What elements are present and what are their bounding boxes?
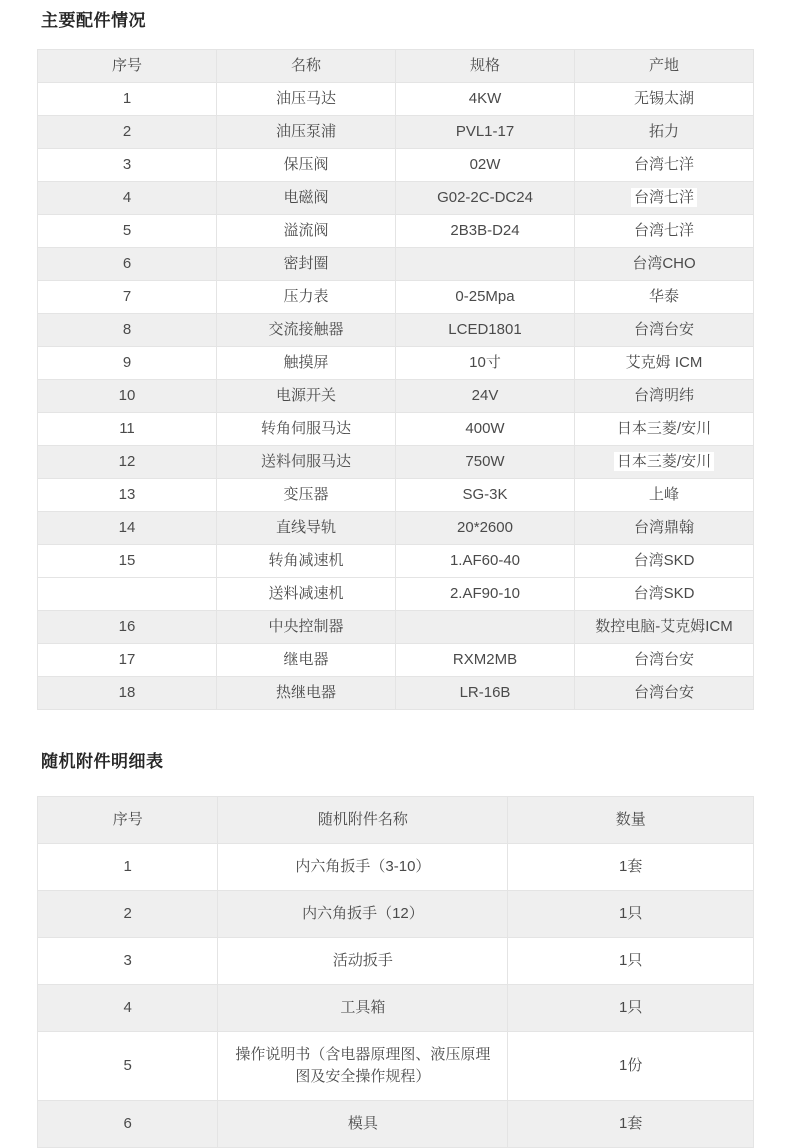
table-row: [38, 611, 754, 644]
highlighted-text: 日本三菱/安川: [614, 452, 714, 471]
cell-name: 转角减速机: [217, 545, 396, 578]
table-row: [38, 182, 754, 215]
cell-no: 6: [38, 248, 217, 281]
cell-spec: LCED1801: [396, 314, 575, 347]
cell-name: 送料减速机: [217, 578, 396, 611]
cell-name: 工具箱: [218, 985, 508, 1032]
cell-no: 4: [38, 985, 218, 1032]
table-row: [38, 314, 754, 347]
document-body: [37, 0, 754, 1148]
main-parts-table: [37, 49, 754, 710]
cell-no: [38, 578, 217, 611]
cell-spec: 10寸: [396, 347, 575, 380]
table-row: [38, 1101, 754, 1148]
cell-origin: 台湾台安: [575, 314, 754, 347]
table-row: [38, 844, 754, 891]
cell-name: 热继电器: [217, 677, 396, 710]
cell-no: 1: [38, 844, 218, 891]
cell-spec: LR-16B: [396, 677, 575, 710]
cell-qty: 1份: [508, 1032, 754, 1101]
cell-name: 溢流阀: [217, 215, 396, 248]
table-row: [38, 215, 754, 248]
cell-name: 保压阀: [217, 149, 396, 182]
column-header-name: 随机附件名称: [218, 797, 508, 844]
table-row: [38, 413, 754, 446]
main-parts-table-header: [38, 50, 754, 83]
cell-no: 1: [38, 83, 217, 116]
cell-origin: [575, 182, 754, 215]
cell-name: 内六角扳手（12）: [218, 891, 508, 938]
cell-origin: 数控电脑-艾克姆ICM: [575, 611, 754, 644]
cell-no: 13: [38, 479, 217, 512]
cell-origin: 艾克姆 ICM: [575, 347, 754, 380]
cell-origin: 台湾SKD: [575, 578, 754, 611]
cell-spec: 20*2600: [396, 512, 575, 545]
cell-name: 电磁阀: [217, 182, 396, 215]
section-title-accessories: 随机附件明细表: [41, 752, 164, 771]
cell-spec: 24V: [396, 380, 575, 413]
cell-no: 9: [38, 347, 217, 380]
cell-name: 继电器: [217, 644, 396, 677]
cell-no: 6: [38, 1101, 218, 1148]
cell-qty: 1套: [508, 844, 754, 891]
cell-origin: 台湾台安: [575, 677, 754, 710]
cell-name: 变压器: [217, 479, 396, 512]
cell-no: 5: [38, 1032, 218, 1101]
table-row: [38, 545, 754, 578]
column-header-qty: 数量: [508, 797, 754, 844]
cell-origin: 台湾鼎翰: [575, 512, 754, 545]
column-header-name: 名称: [217, 50, 396, 83]
cell-name: 电源开关: [217, 380, 396, 413]
cell-name: 密封圈: [217, 248, 396, 281]
table-row: [38, 578, 754, 611]
cell-spec: 1.AF60-40: [396, 545, 575, 578]
cell-origin: 台湾CHO: [575, 248, 754, 281]
cell-origin: 华泰: [575, 281, 754, 314]
cell-spec: 2B3B-D24: [396, 215, 575, 248]
cell-spec: [396, 611, 575, 644]
cell-spec: 02W: [396, 149, 575, 182]
table-row: [38, 479, 754, 512]
cell-name: 转角伺服马达: [217, 413, 396, 446]
cell-spec: SG-3K: [396, 479, 575, 512]
cell-name: 油压马达: [217, 83, 396, 116]
cell-origin: 台湾七洋: [575, 149, 754, 182]
header-row: [38, 797, 754, 844]
cell-spec: [396, 248, 575, 281]
header-row: [38, 50, 754, 83]
table-row: [38, 938, 754, 985]
cell-no: 5: [38, 215, 217, 248]
cell-name: 交流接触器: [217, 314, 396, 347]
table-row: [38, 446, 754, 479]
cell-origin: [575, 446, 754, 479]
cell-origin: 台湾台安: [575, 644, 754, 677]
highlighted-text: 台湾七洋: [631, 188, 697, 207]
cell-no: 2: [38, 116, 217, 149]
cell-no: 15: [38, 545, 217, 578]
cell-name: 直线导轨: [217, 512, 396, 545]
table-row: [38, 512, 754, 545]
cell-no: 2: [38, 891, 218, 938]
cell-name: 中央控制器: [217, 611, 396, 644]
cell-spec: 4KW: [396, 83, 575, 116]
cell-no: 12: [38, 446, 217, 479]
cell-no: 11: [38, 413, 217, 446]
table-row: [38, 116, 754, 149]
cell-no: 14: [38, 512, 217, 545]
cell-name: 内六角扳手（3-10）: [218, 844, 508, 891]
cell-origin: 日本三菱/安川: [575, 413, 754, 446]
cell-name: 送料伺服马达: [217, 446, 396, 479]
cell-qty: 1只: [508, 891, 754, 938]
table-row: [38, 347, 754, 380]
cell-origin: 台湾明纬: [575, 380, 754, 413]
cell-name: 模具: [218, 1101, 508, 1148]
table-row: [38, 149, 754, 182]
cell-no: 17: [38, 644, 217, 677]
table-row: [38, 985, 754, 1032]
table-row: [38, 891, 754, 938]
table-row: [38, 248, 754, 281]
cell-origin: 台湾七洋: [575, 215, 754, 248]
cell-origin: 无锡太湖: [575, 83, 754, 116]
table-row: [38, 281, 754, 314]
table-row: [38, 677, 754, 710]
cell-spec: 750W: [396, 446, 575, 479]
accessories-table: [37, 796, 754, 1148]
cell-spec: PVL1-17: [396, 116, 575, 149]
column-header-no: 序号: [38, 797, 218, 844]
cell-name: 操作说明书（含电器原理图、液压原理图及安全操作规程）: [218, 1032, 508, 1101]
table-row: [38, 380, 754, 413]
cell-name: 油压泵浦: [217, 116, 396, 149]
table-row: [38, 1032, 754, 1101]
column-header-spec: 规格: [396, 50, 575, 83]
table-row: [38, 644, 754, 677]
cell-name: 活动扳手: [218, 938, 508, 985]
cell-spec: G02-2C-DC24: [396, 182, 575, 215]
cell-qty: 1只: [508, 938, 754, 985]
cell-origin: 上峰: [575, 479, 754, 512]
cell-no: 4: [38, 182, 217, 215]
cell-spec: RXM2MB: [396, 644, 575, 677]
accessories-table-header: [38, 797, 754, 844]
cell-name: 压力表: [217, 281, 396, 314]
cell-no: 3: [38, 938, 218, 985]
section-title-main-parts: 主要配件情况: [41, 11, 146, 30]
cell-qty: 1套: [508, 1101, 754, 1148]
column-header-no: 序号: [38, 50, 217, 83]
cell-spec: 2.AF90-10: [396, 578, 575, 611]
table-row: [38, 83, 754, 116]
cell-qty: 1只: [508, 985, 754, 1032]
cell-no: 16: [38, 611, 217, 644]
cell-no: 7: [38, 281, 217, 314]
column-header-origin: 产地: [575, 50, 754, 83]
cell-origin: 台湾SKD: [575, 545, 754, 578]
cell-no: 10: [38, 380, 217, 413]
cell-spec: 0-25Mpa: [396, 281, 575, 314]
cell-origin: 拓力: [575, 116, 754, 149]
cell-no: 18: [38, 677, 217, 710]
cell-name: 触摸屏: [217, 347, 396, 380]
cell-no: 8: [38, 314, 217, 347]
cell-spec: 400W: [396, 413, 575, 446]
cell-no: 3: [38, 149, 217, 182]
